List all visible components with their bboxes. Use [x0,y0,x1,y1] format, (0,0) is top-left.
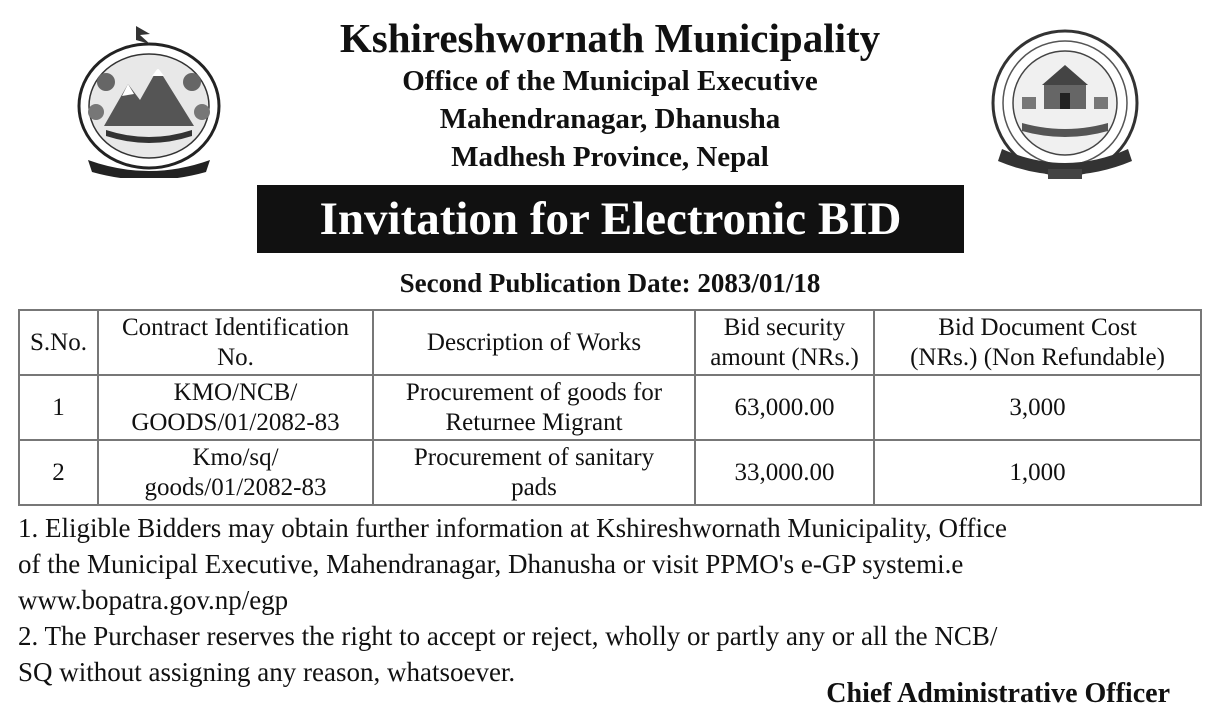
cell-bid-security: 33,000.00 [695,440,874,505]
cell-description: Procurement of sanitary pads [373,440,695,505]
cell-document-cost: 3,000 [874,375,1201,440]
note-line: 2. The Purchaser reserves the right to accept or reject, wholly or partly any or all the NCB/ [18,621,998,651]
note-line: 1. Eligible Bidders may obtain further information at Kshireshwornath Municipality, Office [18,513,1008,543]
office-location: Mahendranagar, Dhanusha [439,103,781,135]
note-link[interactable]: www.bopatra.gov.np/egp [18,585,289,615]
table-header-row [19,310,1201,375]
municipality-seal [982,27,1148,185]
office-name: Office of the Municipal Executive [402,65,818,97]
table-row [19,440,1201,505]
municipality-name: Kshireshwornath Municipality [339,15,881,61]
notice-title-banner: Invitation for Electronic BID [257,185,964,253]
header-contract-id: Contract Identification No. [98,310,373,375]
note-line: of the Municipal Executive, Mahendranagar, Dhanusha or visit PPMO's e-GP systemi.e [18,549,964,579]
note-line: SQ without assigning any reason, whatsoever. [18,657,516,687]
bid-table [18,309,1202,506]
cell-description: Procurement of goods for Returnee Migrant [373,375,695,440]
cell-contract-id: KMO/NCB/ GOODS/01/2082-83 [98,375,373,440]
cell-sno: 2 [19,440,98,505]
header-document-cost: Bid Document Cost (NRs.) (Non Refundable) [874,310,1201,375]
nepal-government-emblem [66,22,232,178]
table-row [19,375,1201,440]
notice-terms [18,510,1218,690]
header-sno: S.No. [19,310,98,375]
header-description: Description of Works [373,310,695,375]
header-bid-security: Bid security amount (NRs.) [695,310,874,375]
cell-sno: 1 [19,375,98,440]
province-country: Madhesh Province, Nepal [451,141,769,173]
signatory-title: Chief Administrative Officer [826,678,1170,709]
cell-document-cost: 1,000 [874,440,1201,505]
cell-contract-id: Kmo/sq/ goods/01/2082-83 [98,440,373,505]
cell-bid-security: 63,000.00 [695,375,874,440]
publication-date: Second Publication Date: 2083/01/18 [399,268,821,298]
